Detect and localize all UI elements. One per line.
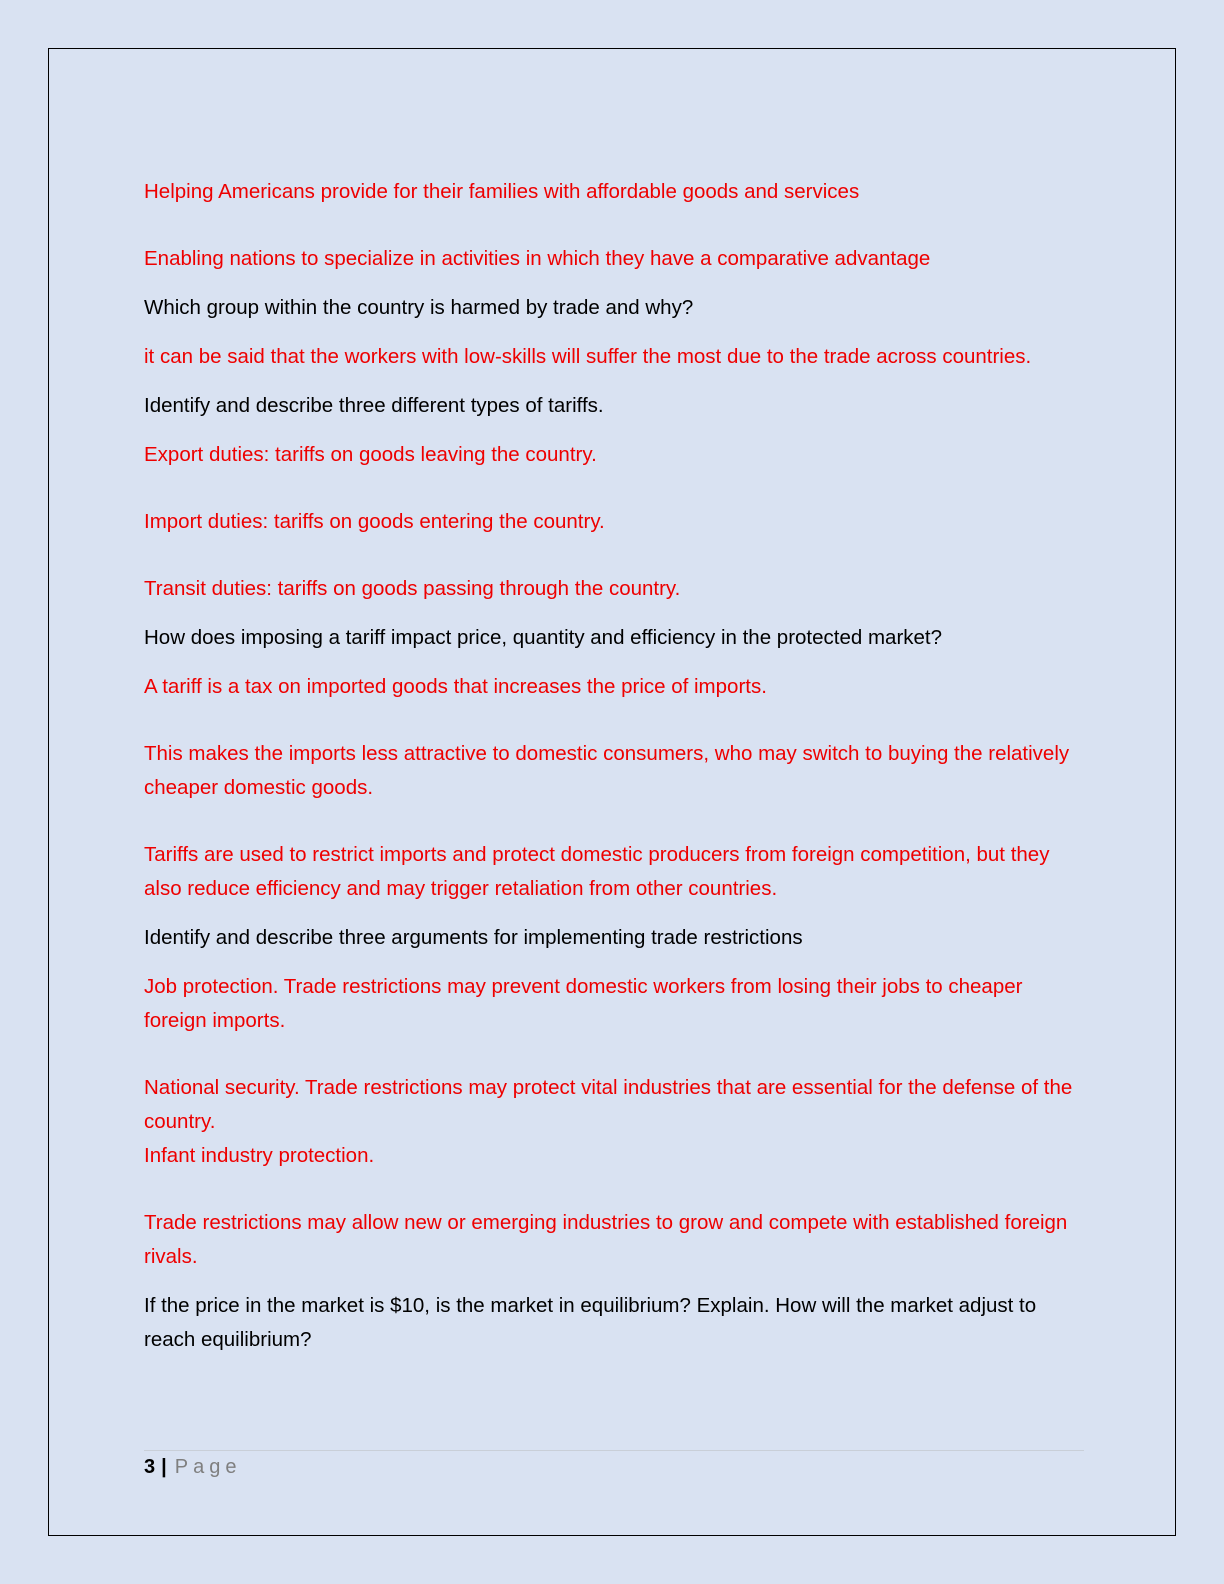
footer-separator: | — [161, 1456, 167, 1478]
answer-paragraph: National security. Trade restrictions may protect vital industries that are essential for the defense of the country. — [144, 1076, 1073, 1133]
question-paragraph: Identify and describe three different types of tariffs. — [144, 394, 604, 417]
answer-paragraph: This makes the imports less attractive to domestic consumers, who may switch to buying the relatively cheaper domestic goods. — [144, 742, 1070, 799]
page-number: 3 — [144, 1456, 156, 1478]
footer-divider — [144, 1450, 1084, 1451]
page-label: Page — [174, 1456, 242, 1478]
answer-paragraph: Trade restrictions may allow new or emerging industries to grow and compete with established foreign rivals. — [144, 1211, 1068, 1268]
answer-paragraph: Helping Americans provide for their families with affordable goods and services — [144, 180, 860, 203]
answer-paragraph: Tariffs are used to restrict imports and protect domestic producers from foreign competition, but they also reduce efficiency and may trigger retaliation from other countries. — [144, 843, 1050, 900]
answer-paragraph: A tariff is a tax on imported goods that increases the price of imports. — [144, 675, 767, 698]
answer-paragraph: Export duties: tariffs on goods leaving the country. — [144, 443, 597, 466]
question-paragraph: Which group within the country is harmed by trade and why? — [144, 296, 694, 319]
answer-paragraph: Transit duties: tariffs on goods passing through the country. — [144, 577, 681, 600]
question-paragraph: If the price in the market is $10, is the market in equilibrium? Explain. How will the market adjust to reach equilibrium? — [144, 1294, 1037, 1351]
answer-paragraph: Enabling nations to specialize in activities in which they have a comparative advantage — [144, 247, 931, 270]
answer-paragraph: Job protection. Trade restrictions may prevent domestic workers from losing their jobs to cheaper foreign imports. — [144, 975, 1023, 1032]
answer-paragraph: Infant industry protection. — [144, 1144, 375, 1167]
question-paragraph: Identify and describe three arguments for implementing trade restrictions — [144, 926, 803, 949]
answer-paragraph: Import duties: tariffs on goods entering the country. — [144, 510, 605, 533]
document-body — [144, 175, 1084, 1357]
question-paragraph: How does imposing a tariff impact price, quantity and efficiency in the protected market? — [144, 626, 943, 649]
answer-paragraph: it can be said that the workers with low-skills will suffer the most due to the trade across countries. — [144, 345, 1032, 368]
page-footer — [144, 1453, 241, 1481]
